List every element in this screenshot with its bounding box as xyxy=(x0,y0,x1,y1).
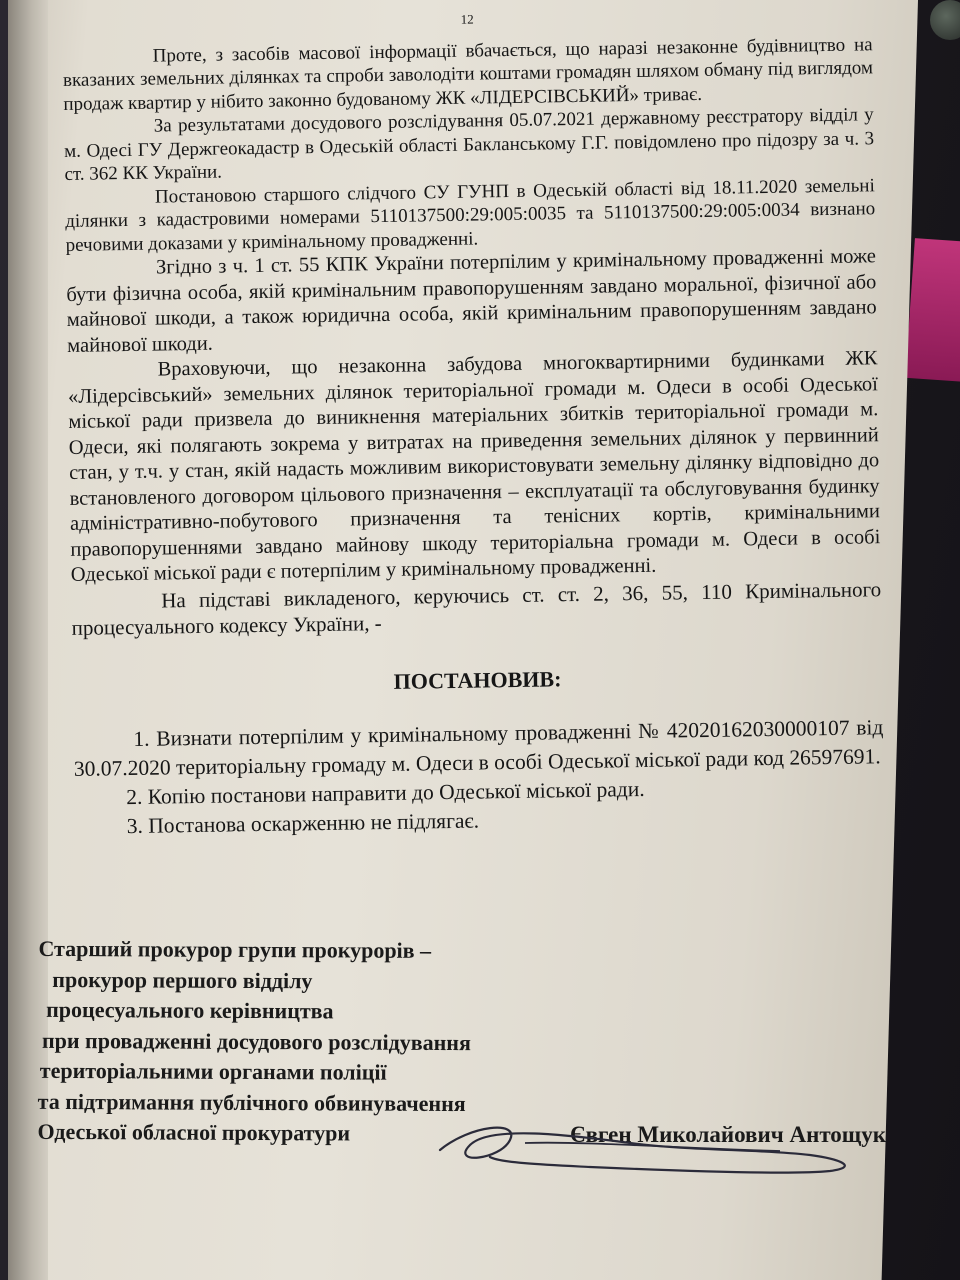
decision-heading: ПОСТАНОВИВ: xyxy=(393,665,562,694)
paragraph: За результатами досудового розслідування 05.07.2021 державному реєстратору відділ у м. Одесі ГУ Держгеокадастр в Одеській області Бакланському Г.Г. повідомлено про підозру за ч. 3 ст. 362 КК України. xyxy=(63,104,875,185)
signatory-line: Старший прокурор групи прокурорів – xyxy=(38,935,432,963)
paragraph: На підставі викладеного, керуючись ст. ст. 2, 36, 55, 110 Кримінального процесуального кодексу України, - xyxy=(71,576,882,640)
signatory-name: Євген Миколайович Антощук xyxy=(570,1122,886,1147)
decision-item: 2. Копію постанови направити до Одеської міської ради. xyxy=(126,776,645,810)
signatory-line: при провадженні досудового розслідування xyxy=(41,1027,471,1055)
paragraph: Згідно з ч. 1 ст. 55 КПК України потерпілим у кримінальному провадженні може бути фізична особа, якій кримінальним правопорушенням завдано моральної, фізичної або майнової шкоди, а також юридична особа, якій кримінальним правопорушенням завдано майнової шкоди. xyxy=(66,245,877,357)
signatory-block xyxy=(37,934,471,1150)
signatory-line: Одеської обласної прокуратури xyxy=(37,1118,351,1146)
decision-item: 1. Визнати потерпілим у кримінальному провадженні № 42020162030000107 від 30.07.2020 територіальну громаду м. Одеси в особі Одеської міської ради код 26597691. xyxy=(73,715,884,781)
pink-ribbon xyxy=(905,238,960,382)
decision-item: 3. Постанова оскарженню не підлягає. xyxy=(126,808,480,839)
page-number: 12 xyxy=(460,11,474,27)
signatory-line: прокурор першого відділу xyxy=(52,966,313,993)
document-body xyxy=(62,1,885,842)
paragraph: Враховуючи, що незаконна забудова многоквартирними будинками ЖК «Лідерсівський» земельних ділянок територіальної громади м. Одеси в особі Одеської міської ради призвела до виникнення матеріальних збитків територіальної громади м. Одеси, які полягають зокрема у витратах на приведення земельних ділянок у первинний стан, у т.ч. у стан, якій надасть можливим використовувати земельну ділянку відповідно до встановленого договором цільового призначення – експлуатації та обслуговування будинку адміністративно-побутового призначення та тенісних кортів, кримінальними правопорушеннями завдано майнову шкоду територіальна громади м. Одеси в особі Одеської міської ради є потерпілим у кримінальному провадженні. xyxy=(67,347,881,586)
paragraph: Проте, з засобів масової інформації вбачається, що наразі незаконне будівництво на вказаних земельних ділянках та спроби заволодіти коштами громадян шляхом обману під виглядом продаж квартир у нібито законно будованому ЖК «ЛІДЕРСІВСЬКИЙ» триває. xyxy=(62,33,874,115)
signatory-line: процесуального керівництва xyxy=(46,996,334,1024)
handwritten-signature xyxy=(430,1105,870,1180)
signatory-line: та підтримання публічного обвинувачення xyxy=(37,1088,466,1116)
signatory-line: територіальними органами поліції xyxy=(39,1057,387,1085)
paragraph: Постановою старшого слідчого СУ ГУНП в Одеській області від 18.11.2020 земельні ділянки з кадастровими номерами 5110137500:29:005:0035 та 5110137500:29:005:0034 визнано речовими доказами у кримінальному провадженні. xyxy=(65,174,876,256)
